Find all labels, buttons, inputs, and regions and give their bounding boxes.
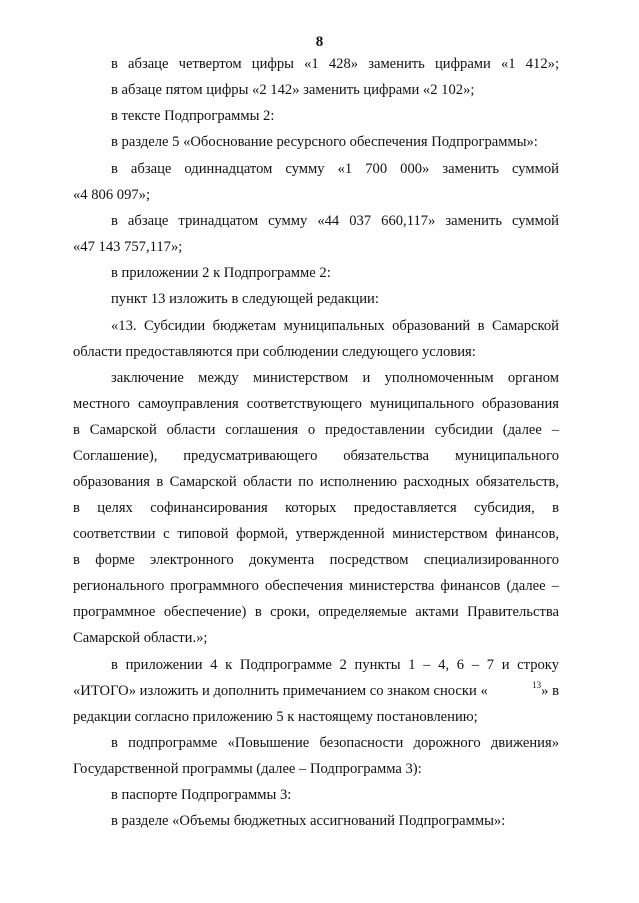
text-line: пункт 13 изложить в следующей редакции:	[111, 291, 379, 307]
text-line: заключение между министерством и уполномоченным органом	[111, 370, 559, 386]
text-line: в приложении 2 к Подпрограмме 2:	[111, 265, 331, 281]
text-line: программное обеспечение) в сроки, определяемые актами Правительства	[73, 604, 559, 620]
text-line: регионального программного обеспечения министерства финансов (далее –	[73, 578, 559, 594]
text-line: Государственной программы (далее – Подпрограмма 3):	[73, 761, 422, 777]
text-line: местного самоуправления соответствующего муниципального образования	[73, 396, 559, 412]
text-line: в разделе «Объемы бюджетных ассигнований Подпрограммы»:	[111, 813, 506, 829]
text-line: Самарской области.»;	[73, 630, 208, 646]
text-line: в разделе 5 «Обоснование ресурсного обеспечения Подпрограммы»:	[111, 134, 538, 150]
text-line: «13. Субсидии бюджетам муниципальных образований в Самарской	[111, 318, 559, 334]
text-line: «47 143 757,117»;	[73, 239, 183, 255]
text-line: в паспорте Подпрограммы 3:	[111, 787, 292, 803]
text-line: в абзаце пятом цифры «2 142» заменить цифрами «2 102»;	[111, 82, 475, 98]
footnote-mark: 13	[532, 680, 542, 691]
text-line: области предоставляются при соблюдении следующего условия:	[73, 344, 476, 360]
text-line: в абзаце одиннадцатом сумму «1 700 000» заменить суммой	[111, 161, 559, 177]
line-part-footnote	[532, 680, 559, 700]
text-line: соответствии с типовой формой, утвержденной министерством финансов,	[73, 526, 559, 542]
line-part-end: » в	[541, 683, 559, 699]
page-number: 8	[315, 34, 324, 50]
text-line: в тексте Подпрограммы 2:	[111, 108, 275, 124]
text-line: в целях софинансирования которых предоставляется субсидия, в	[73, 500, 559, 516]
text-line: в абзаце четвертом цифры «1 428» заменить цифрами «1 412»;	[111, 56, 559, 72]
text-line: в Самарской области соглашения о предоставлении субсидии (далее –	[73, 422, 559, 438]
text-line: в абзаце тринадцатом сумму «44 037 660,117» заменить суммой	[111, 213, 559, 229]
text-line: Соглашение), предусматривающего обязательства муниципального	[73, 448, 559, 464]
text-line: в подпрограмме «Повышение безопасности дорожного движения»	[111, 735, 559, 751]
line-part: «ИТОГО» изложить и дополнить примечанием со знаком сноски «	[73, 683, 488, 699]
text-line: «4 806 097»;	[73, 187, 151, 203]
text-line: образования в Самарской области по исполнению расходных обязательств,	[73, 474, 559, 490]
text-line-with-footnote	[73, 680, 559, 700]
text-line: в приложении 4 к Подпрограмме 2 пункты 1 – 4, 6 – 7 и строку	[111, 657, 559, 673]
text-line: в форме электронного документа посредством специализированного	[73, 552, 559, 568]
text-line: редакции согласно приложению 5 к настоящему постановлению;	[73, 709, 478, 725]
